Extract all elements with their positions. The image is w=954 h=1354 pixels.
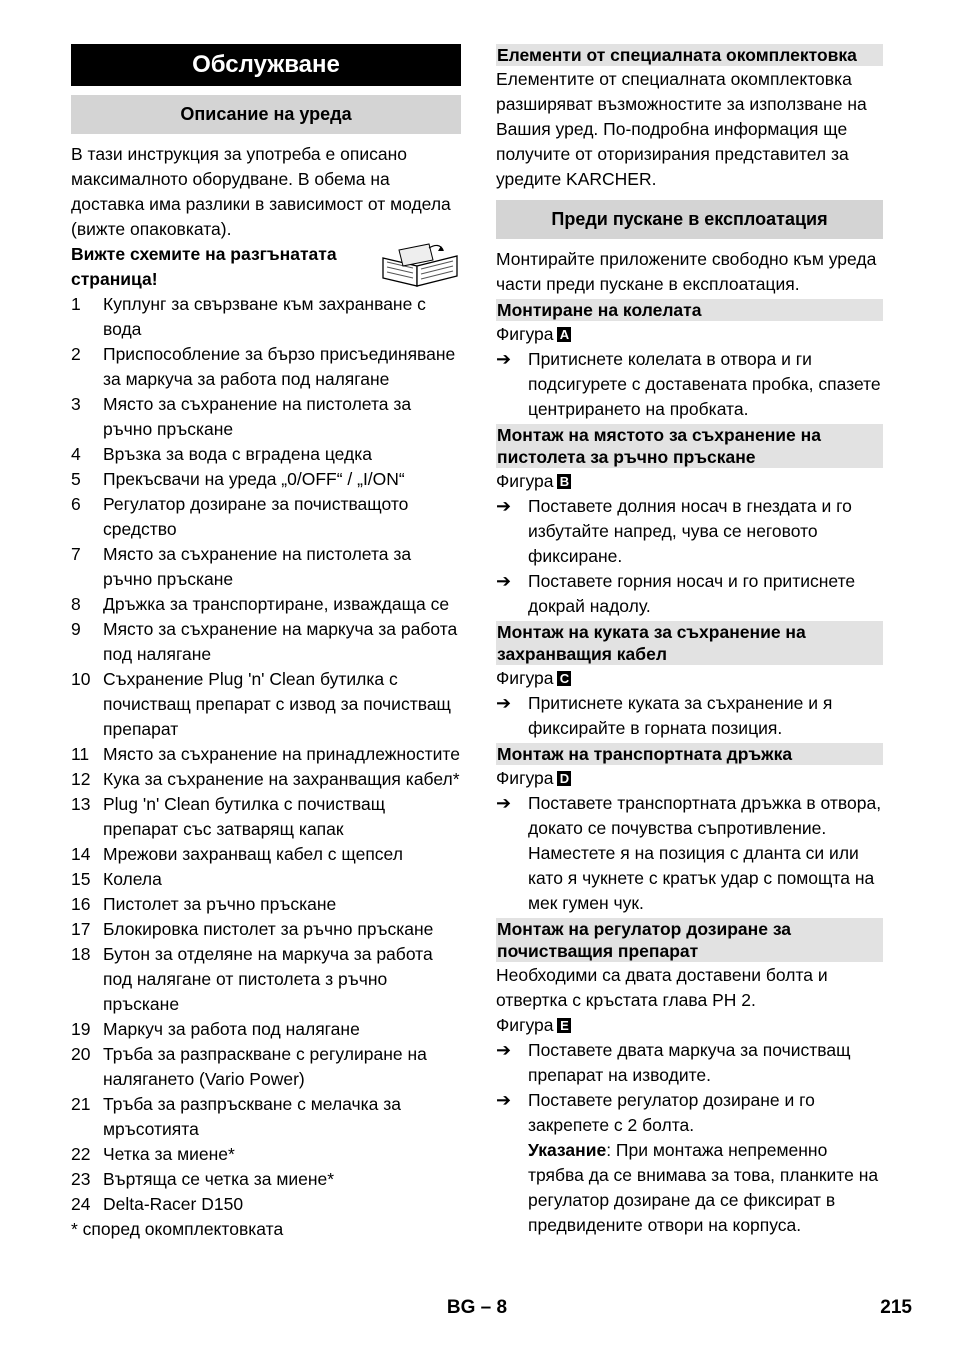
figure-ref-c: [496, 666, 883, 691]
list-item: [71, 467, 461, 492]
item-number: 14: [71, 844, 91, 864]
list-item: [71, 917, 461, 942]
item-number: 20: [71, 1044, 91, 1064]
figure-label: Фигура: [496, 768, 554, 788]
step-text: Поставете двата маркуча за почистващ препарат на изводите.: [528, 1040, 851, 1085]
item-number: 13: [71, 794, 91, 814]
right-column: [496, 44, 883, 1238]
item-text: Място за съхранение на принадлежностите: [103, 744, 460, 764]
arrow-icon: ➔: [496, 349, 512, 369]
arrow-icon: ➔: [496, 571, 512, 591]
step-text: Поставете транспортната дръжка в отвора, докато се почувства съпротивление. Наместете я на позиция с дланта си или като я чукнете с кратък удар с помощта на мек гумен чук.: [528, 793, 882, 913]
item-text: Съхранение Plug 'n' Clean бутилка с почистващ препарат с извод за почистващ препарат: [103, 669, 451, 739]
section-heading-before-start: Преди пускане в експлоатация: [496, 200, 883, 239]
item-text: Delta-Racer D150: [103, 1194, 244, 1214]
item-text: Куплунг за свързване към захранване с вода: [103, 294, 426, 339]
list-item: [71, 667, 461, 742]
item-number: 15: [71, 869, 91, 889]
item-text: Тръба за разпраскване с регулиране на налягането (Vario Power): [103, 1044, 427, 1089]
step-text: Притиснете колелата в отвора и ги подсигурете с доставената пробка, спазете центрирането на пробката.: [528, 349, 881, 419]
figure-letter-d: D: [557, 771, 571, 786]
footer-language-page: BG – 8: [446, 1297, 508, 1318]
list-item: [71, 892, 461, 917]
footnote: * според окомплектовката: [71, 1219, 284, 1239]
item-number: 5: [71, 469, 81, 489]
handle-section: [496, 743, 883, 916]
list-item: [71, 867, 461, 892]
gun-storage-section: [496, 424, 883, 619]
figure-ref-a: [496, 322, 883, 347]
cable-hook-heading: Монтаж на куката за съхранение на захранващия кабел: [496, 621, 883, 665]
wheels-step: [496, 347, 883, 422]
figure-label: Фигура: [496, 668, 554, 688]
list-item: [71, 592, 461, 617]
figure-letter-a: A: [557, 327, 571, 342]
page-title: Обслужване: [71, 44, 461, 86]
item-text: Четка за миене*: [103, 1144, 235, 1164]
list-item: [71, 342, 461, 392]
special-accessories-heading: Елементи от специалната окомплектовка: [496, 44, 883, 66]
dosing-step-1: [496, 1038, 883, 1088]
item-number: 8: [71, 594, 81, 614]
note-text: : При монтажа непременно трябва да се внимава за това, планките на регулатор дозиране да се фиксират в предвидените отвори на корпуса.: [528, 1140, 879, 1235]
list-item: [71, 1192, 461, 1217]
figure-label: Фигура: [496, 324, 554, 344]
special-accessories-text: Елементите от специалната окомплектовка разширяват възможностите за използване на Вашия уред. По-подробна информация ще получите от оторизирания представител за уредите KARCHER.: [496, 69, 867, 189]
gun-storage-heading: Монтаж на мястото за съхранение на пистолета за ръчно пръскане: [496, 424, 883, 468]
left-column: [71, 44, 461, 1242]
handle-step: [496, 791, 883, 916]
step-text: Притиснете куката за съхранение и я фиксирайте в горната позиция.: [528, 693, 833, 738]
section-heading-device-description: Описание на уреда: [71, 95, 461, 134]
item-text: Бутон за отделяне на маркуча за работа под налягане от пистолета з ръчно пръскане: [103, 944, 433, 1014]
item-number: 3: [71, 394, 81, 414]
item-number: 1: [71, 294, 81, 314]
dosing-step-2: [496, 1088, 883, 1138]
figure-label: Фигура: [496, 1015, 554, 1035]
note-label: Указание: [528, 1140, 607, 1160]
item-number: 12: [71, 769, 91, 789]
wheels-section: [496, 299, 883, 422]
item-number: 16: [71, 894, 91, 914]
list-item: [71, 617, 461, 667]
arrow-icon: ➔: [496, 793, 512, 813]
list-item: [71, 1042, 461, 1092]
item-number: 21: [71, 1094, 91, 1114]
item-number: 7: [71, 544, 81, 564]
dosing-note: [496, 1138, 883, 1238]
cable-hook-step: [496, 691, 883, 741]
see-schemes-block: [71, 242, 461, 292]
gun-storage-step-1: [496, 494, 883, 569]
figure-ref-d: [496, 766, 883, 791]
item-text: Кука за съхранение на захранващия кабел*: [103, 769, 460, 789]
step-text: Поставете горния носач и го притиснете докрай надолу.: [528, 571, 856, 616]
item-number: 22: [71, 1144, 91, 1164]
list-item: [71, 542, 461, 592]
item-text: Блокировка пистолет за ръчно пръскане: [103, 919, 434, 939]
item-number: 2: [71, 344, 81, 364]
list-item: [71, 1167, 461, 1192]
item-number: 24: [71, 1194, 91, 1214]
figure-ref-b: [496, 469, 883, 494]
item-text: Plug 'n' Clean бутилка с почистващ препарат със затварящ капак: [103, 794, 386, 839]
list-item: [71, 842, 461, 867]
arrow-icon: ➔: [496, 693, 512, 713]
gun-storage-step-2: [496, 569, 883, 619]
arrow-icon: ➔: [496, 1090, 512, 1110]
item-text: Пистолет за ръчно пръскане: [103, 894, 337, 914]
item-text: Тръба за разпръскване с мелачка за мръсотията: [103, 1094, 402, 1139]
item-text: Мрежови захранващ кабел с щепсел: [103, 844, 403, 864]
parts-list: [71, 292, 461, 1217]
step-text: Поставете долния носач в гнездата и го избутайте напред, чува се неговото фиксиране.: [528, 496, 852, 566]
item-text: Връзка за вода с вградена цедка: [103, 444, 372, 464]
see-schemes-note: Вижте схемите на разгънатата страница!: [71, 244, 337, 289]
dosing-text: Необходими са двата доставени болта и отвертка с кръстата глава PH 2.: [496, 965, 828, 1010]
open-book-icon: [379, 242, 461, 288]
item-text: Място за съхранение на пистолета за ръчно пръскане: [103, 394, 412, 439]
figure-letter-b: B: [557, 474, 571, 489]
list-item: [71, 742, 461, 767]
cable-hook-section: [496, 621, 883, 741]
list-item: [71, 792, 461, 842]
item-text: Регулатор дозиране за почистващото средство: [103, 494, 409, 539]
item-number: 6: [71, 494, 81, 514]
step-text: Поставете регулатор дозиране и го закрепете с 2 болта.: [528, 1090, 815, 1135]
item-number: 23: [71, 1169, 91, 1189]
item-text: Прекъсвачи на уреда „0/OFF“ / „I/ON“: [103, 469, 405, 489]
item-text: Място за съхранение на пистолета за ръчно пръскане: [103, 544, 412, 589]
list-item: [71, 1142, 461, 1167]
item-text: Място за съхранение на маркуча за работа под налягане: [103, 619, 458, 664]
list-item: [71, 292, 461, 342]
item-number: 11: [71, 744, 90, 764]
handle-heading: Монтаж на транспортната дръжка: [496, 743, 883, 765]
list-item: [71, 942, 461, 1017]
list-item: [71, 767, 461, 792]
item-number: 18: [71, 944, 91, 964]
arrow-icon: ➔: [496, 496, 512, 516]
item-text: Дръжка за транспортиране, изваждаща се: [103, 594, 450, 614]
list-item: [71, 1092, 461, 1142]
item-number: 17: [71, 919, 91, 939]
intro-paragraph: В тази инструкция за употреба е описано максималното оборудване. В обема на доставка има разлики в зависимост от модела (вижте опаковката).: [71, 144, 451, 239]
list-item: [71, 442, 461, 467]
before-start-text: Монтирайте приложените свободно към уреда части преди пускане в експлоатация.: [496, 249, 877, 294]
item-number: 10: [71, 669, 91, 689]
item-number: 4: [71, 444, 81, 464]
wheels-heading: Монтиране на колелата: [496, 299, 883, 321]
item-text: Колела: [103, 869, 162, 889]
item-number: 19: [71, 1019, 91, 1039]
dosing-heading: Монтаж на регулатор дозиране за почистващия препарат: [496, 918, 883, 962]
item-number: 9: [71, 619, 81, 639]
figure-letter-c: C: [557, 671, 571, 686]
item-text: Маркуч за работа под налягане: [103, 1019, 360, 1039]
list-item: [71, 492, 461, 542]
list-item: [71, 1017, 461, 1042]
item-text: Въртяща се четка за миене*: [103, 1169, 335, 1189]
footer-page-number: 215: [880, 1297, 912, 1318]
item-text: Приспособление за бързо присъединяване за маркуча за работа под налягане: [103, 344, 456, 389]
dosing-section: [496, 918, 883, 1238]
list-item: [71, 392, 461, 442]
figure-ref-e: [496, 1013, 883, 1038]
figure-letter-e: E: [557, 1018, 571, 1033]
figure-label: Фигура: [496, 471, 554, 491]
arrow-icon: ➔: [496, 1040, 512, 1060]
